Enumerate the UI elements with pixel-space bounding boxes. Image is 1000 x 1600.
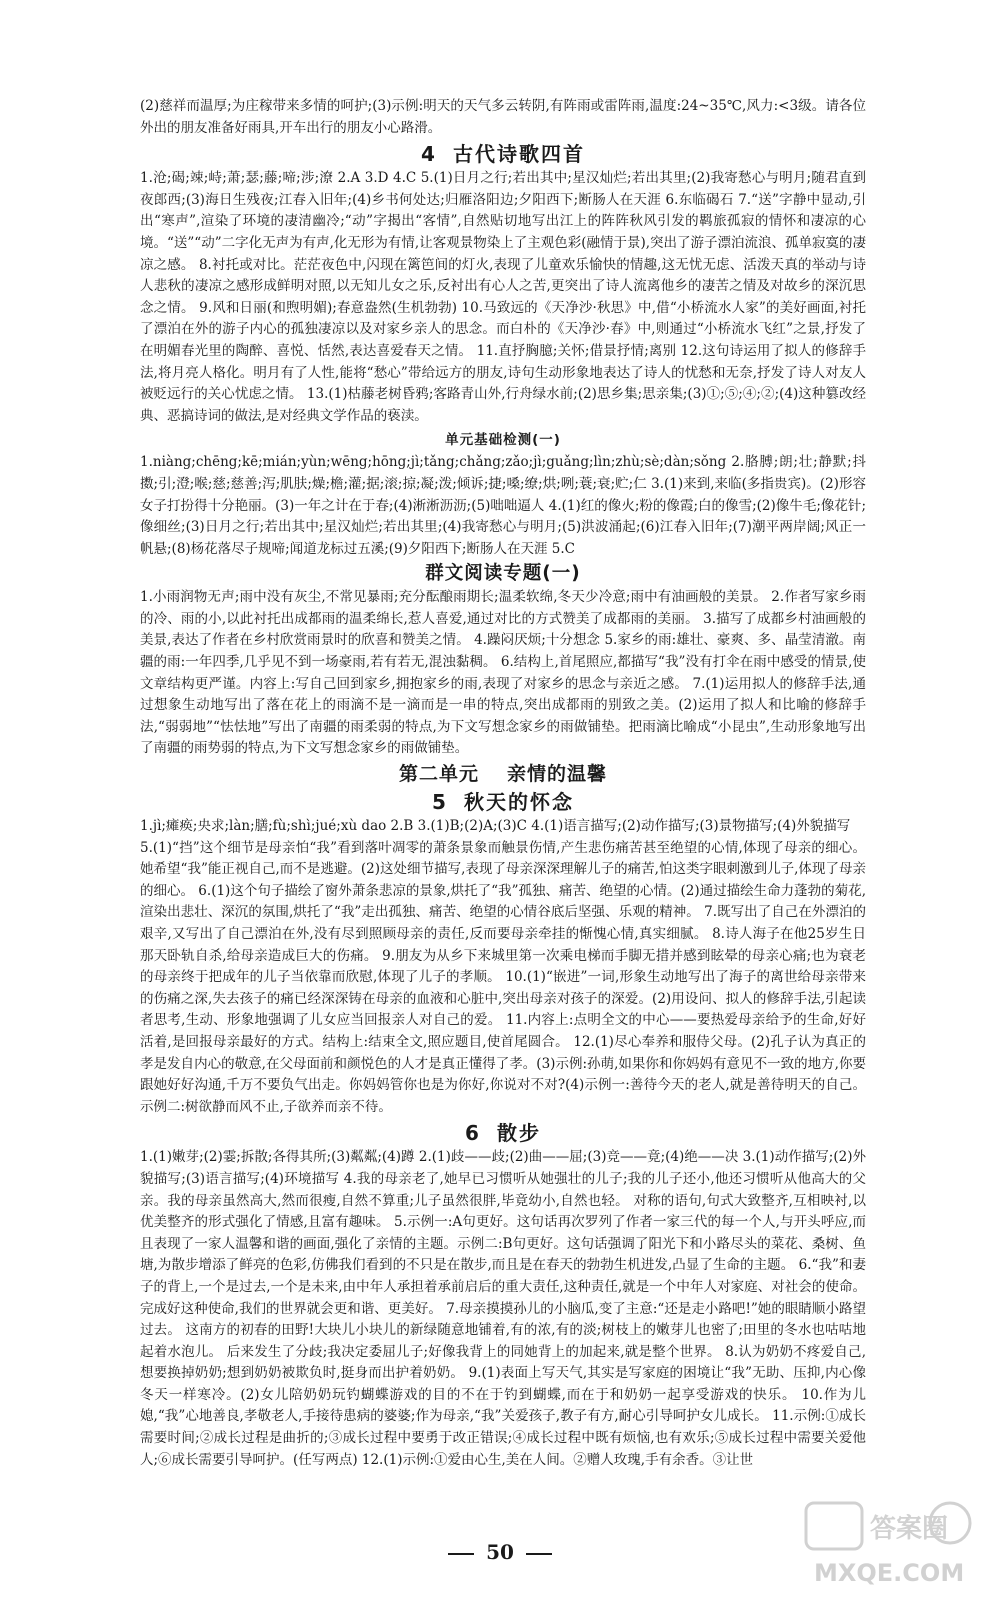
watermark-title: 答案圈 xyxy=(870,1514,949,1544)
answer-paragraph: 5.(1)“挡”这个细节是母亲怕“我”看到落叶凋零的萧条景象而触景伤情,产生悲伤痛苦甚至绝望的心情,体现了母亲的细心。她希望“我”能正视自己,而不是逃避。(2)这处细节描写,表现了母亲深深理解儿子的痛苦,怕这类字眼刺激到儿子,体现了母亲的细心。 6.(1)这个句子描绘了窗外萧条悲凉的景象,烘托了“我”孤独、痛苦、绝望的心情。(2)通过描绘生命力蓬勃的菊花,渲染出悲壮、深沉的氛围,烘托了“我”走出孤独、痛苦、绝望的心情谷底后坚强、乐观的精神。 7.既写出了自己在外漂泊的艰辛,又写出了自己漂泊在外,没有尽到照顾母亲的责任,反而要母亲牵挂的惭愧心情,真实细腻。 8.诗人海子在他25岁生日那天卧轨自杀,给母亲造成巨大的伤痛。 9.朋友为从乡下来城里第一次乘电梯而手脚无措并感到眩晕的母亲心痛;也为衰老的母亲终于把成年的儿子当依靠而欣慰,体现了儿子的孝顺。 10.(1)“嵌进”一词,形象生动地写出了海子的离世给母亲带来的伤痛之深,失去孩子的痛已经深深铸在母亲的血液和心脏中,突出母亲对孩子的深爱。(2)用设问、拟人的修辞手法,引起读者思考,生动、形象地强调了儿女应当回报亲人对自己的爱。 11.内容上:点明全文的中心——要热爱母亲给予的生命,好好活着,是回报母亲最好的方式。结构上:结束全文,照应题目,使首尾圆合。 12.(1)尽心奉养和服侍父母。(2)孔子认为真正的孝是发自内心的敬意,在父母面前和颜悦色的人才是真正懂得了孝。(3)示例:孙萌,如果你和你妈妈有意见不一致的地方,你要跟她好好沟通,千万不要负气出走。你妈妈管你也是为你好,你说对不对?(4)示例一:善待今天的老人,就是善待明天的自己。示例二:树欲静而风不止,子欲养而亲不待。 xyxy=(140,839,866,1115)
page-number-left-dash xyxy=(448,1553,474,1555)
unit-test-heading: 单元基础检测(一) xyxy=(445,432,561,449)
lesson-title: 秋天的怀念 xyxy=(463,790,574,815)
answer-paragraph: 1.沧;碣;竦;峙;萧;瑟;藤;啼;涉;潦 2.A 3.D 4.C 5.(1)日月之行;若出其中;星汉灿烂;若出其里;(2)我寄愁心与明月;随君直到夜郎西;(3)海日生残夜;江春入旧年;(4)乡书何处达;归雁洛阳边;夕阳西下;断肠人在天涯 6.东临碣石 7.“送”字静中显动,引出“寒声”,渲染了环境的凄清幽冷;“动”字揭出“客情”,自然贴切地写出江上的阵阵秋风引发的羁旅孤寂的情怀和凄凉的心境。“送”“动”二字化无声为有声,化无形为有情,让客观景物染上了主观色彩(融情于景),突出了游子漂泊流浪、孤单寂寞的凄凉之感。 8.衬托或对比。茫茫夜色中,闪现在篱笆间的灯火,表现了儿童欢乐愉快的情趣,这无忧无虑、活泼天真的举动与诗人悲秋的凄凉之感形成鲜明对照,以无知儿女之乐,反衬出有心人之苦,更突出了诗人流离他乡的凄苦之情及对故乡的深沉思念之情。 9.风和日丽(和煦明媚);春意盎然(生机勃勃) 10.马致远的《天净沙·秋思》中,借“小桥流水人家”的美好画面,衬托了漂泊在外的游子内心的孤独凄凉以及对家乡亲人的思念。而白朴的《天净沙·春》中,则通过“小桥流水飞红”之景,抒发了在明媚春光里的陶醉、喜悦、恬然,表达喜爱春天之情。 11.直抒胸臆;关怀;借景抒情;离别 12.这句诗运用了拟人的修辞手法,将月亮人格化。明月有了人性,能将“愁心”带给远方的朋友,诗句生动形象地表达了诗人的忧愁和无奈,抒发了诗人对友人被贬远行的关心忧虑之情。 13.(1)枯藤老树昏鸦;客路青山外,行舟绿水前;(2)思乡集;思亲集;(3)①;⑤;④;②;(4)这种篡改经典、恶搞诗词的做法,是对经典文学作品的亵渎。 xyxy=(140,170,867,424)
lesson-heading xyxy=(140,789,866,815)
unit-prefix: 第二单元 xyxy=(398,763,479,786)
unit-heading xyxy=(140,762,866,787)
answer-paragraph: 1.jì;瘫痪;央求;làn;膳;fù;shì;jué;xù dao 2.B 3.(1)B;(2)A;(3)C 4.(1)语言描写;(2)动作描写;(3)景物描写;(4)外貌描写 xyxy=(140,818,851,835)
answer-page-content xyxy=(140,96,866,1471)
page-number-value: 50 xyxy=(486,1540,514,1564)
answer-paragraph: (2)慈祥而温厚;为庄稼带来多情的呵护;(3)示例:明天的天气多云转阴,有阵雨或雷阵雨,温度:24~35℃,风力:<3级。请各位外出的朋友准备好雨具,开车出行的朋友小心路滑。 xyxy=(140,98,866,136)
answer-paragraph: 1.(1)嫩芽;(2)霎;拆散;各得其所;(3)粼粼;(4)蹲 2.(1)歧——歧;(2)曲——屈;(3)竞——竟;(4)绝——决 3.(1)动作描写;(2)外貌描写;(3)语言描写;(4)环境描写 4.我的母亲老了,她早已习惯听从她强壮的儿子;我的儿子还小,他还习惯听从他高大的父亲。我的母亲虽然高大,然而很瘦,自然不算重;儿子虽然很胖,毕竟幼小,自然也轻。 对称的语句,句式大致整齐,互相映衬,以优美整齐的形式强化了情感,且富有趣味。 5.示例一:A句更好。这句话再次罗列了作者一家三代的每一个人,与开头呼应,而且表现了一家人温馨和谐的画面,强化了亲情的主题。示例二:B句更好。这句话强调了阳光下和小路尽头的菜花、桑树、鱼塘,为散步增添了鲜亮的色彩,仿佛我们看到的不只是在散步,而且是在春天的勃勃生机进发,凸显了生命的主题。 6.“我”和妻子的背上,一个是过去,一个是未来,由中年人承担着承前启后的重大责任,这种责任,就是一个中年人对家庭、对社会的使命。完成好这种使命,我们的世界就会更和谐、更美好。 7.母亲摸摸孙儿的小脑瓜,变了主意:“还是走小路吧!”她的眼睛顺小路望过去。 这南方的初春的田野!大块儿小块儿的新绿随意地铺着,有的浓,有的淡;树枝上的嫩芽儿也密了;田里的冬水也咕咕地起着水泡儿。 后来发生了分歧;我决定委屈儿子;好像我背上的同她背上的加起来,就是整个世界。 8.认为奶奶不疼爱自己,想要换掉奶奶;想到奶奶被欺负时,挺身而出护着奶奶。 9.(1)表面上写天气,其实是写家庭的困境让“我”无助、压抑,内心像冬天一样寒冷。(2)女儿陪奶奶玩钓蝴蝶游戏的目的不在于钓到蝴蝶,而在于和奶奶一起享受游戏的快乐。 10.作为儿媳,“我”心地善良,孝敬老人,手接待患病的婆婆;作为母亲,“我”关爱孩子,教子有方,耐心引导呵护女儿成长。 11.示例:①成长需要时间;②成长过程是曲折的;③成长过程中要勇于改正错误;④成长过程中既有烦恼,也有欢乐;⑤成长过程中需要关爱他人;⑥成长需要引导呵护。(任写两点) 12.(1)示例:①爱由心生,美在人间。②赠人玫瑰,手有余香。③让世 xyxy=(140,1149,866,1468)
lesson-heading xyxy=(140,1120,866,1146)
lesson-number: 5 xyxy=(432,790,448,815)
answer-paragraph: 1.niàng;chēng;kē;mián;yùn;wēng;hōng;jì;tǎng;chǎng;zǎo;jì;guǎng;lìn;zhù;sè;dàn;sǒng 2.胳膊;朗;壮;静默;抖擞;引;澄;喉;慈;慈善;泻;肌肤;燥;檐;灌;据;滚;掠;凝;泼;倾诉;捷;嗓;缭;烘;咧;蓑;衰;贮;仁 3.(1)来到,来临(多指贵宾)。(2)形容女子打扮得十分艳丽。(3)一年之计在于春;(4)淅淅沥沥;(5)咄咄逼人 4.(1)红的像火;粉的像霞;白的像雪;(2)像牛毛;像花针;像细丝;(3)日月之行;若出其中;星汉灿烂;若出其里;(4)我寄愁心与明月;(5)洪波涌起;(6)江春入旧年;(7)潮平两岸阔;风正一帆悬;(8)杨花落尽子规啼;闻道龙标过五溪;(9)夕阳西下;断肠人在天涯 5.C xyxy=(140,454,866,557)
lesson-number: 6 xyxy=(465,1121,481,1146)
unit-title: 亲情的温馨 xyxy=(507,763,608,786)
watermark-logo xyxy=(800,1495,980,1595)
lesson-title: 古代诗歌四首 xyxy=(452,142,585,167)
lesson-heading xyxy=(140,141,866,167)
reading-heading: 群文阅读专题(一) xyxy=(425,563,581,585)
watermark-url: MXQE.COM xyxy=(814,1559,965,1587)
page-number-right-dash xyxy=(526,1553,552,1555)
lesson-number: 4 xyxy=(421,142,437,167)
answer-paragraph: 1.小雨润物无声;雨中没有灰尘,不常见暴雨;充分酝酿雨期长;温柔软绵,冬天少冷意;雨中有油画般的美景。 2.作者写家乡雨的冷、雨的小,以此衬托出成都雨的温柔绵长,惹人喜爱,通过对比的方式赞美了成都雨的美丽。 3.描写了成都乡村油画般的美景,表达了作者在乡村欣赏雨景时的欣喜和赞美之情。 4.躁闷厌烦;十分想念 5.家乡的雨:雄壮、豪爽、多、晶莹清澈。南疆的雨:一年四季,几乎见不到一场豪雨,若有若无,混浊黏稠。 6.结构上,首尾照应,都描写“我”没有打伞在雨中感受的情景,使文章结构更严谨。内容上:写自己回到家乡,拥抱家乡的雨,表现了对家乡的思念与亲近之感。 7.(1)运用拟人的修辞手法,通过想象生动地写出了落在花上的雨滴不是一滴而是一串的特点,突出成都雨的别致之美。(2)运用了拟人和比喻的修辞手法,“弱弱地”“怯怯地”写出了南疆的雨柔弱的特点,为下文写想念家乡的雨做铺垫。把雨滴比喻成“小昆虫”,生动形象地写出了南疆的雨势弱的特点,为下文写想念家乡的雨做铺垫。 xyxy=(140,589,866,757)
lesson-title: 散步 xyxy=(496,1121,541,1146)
